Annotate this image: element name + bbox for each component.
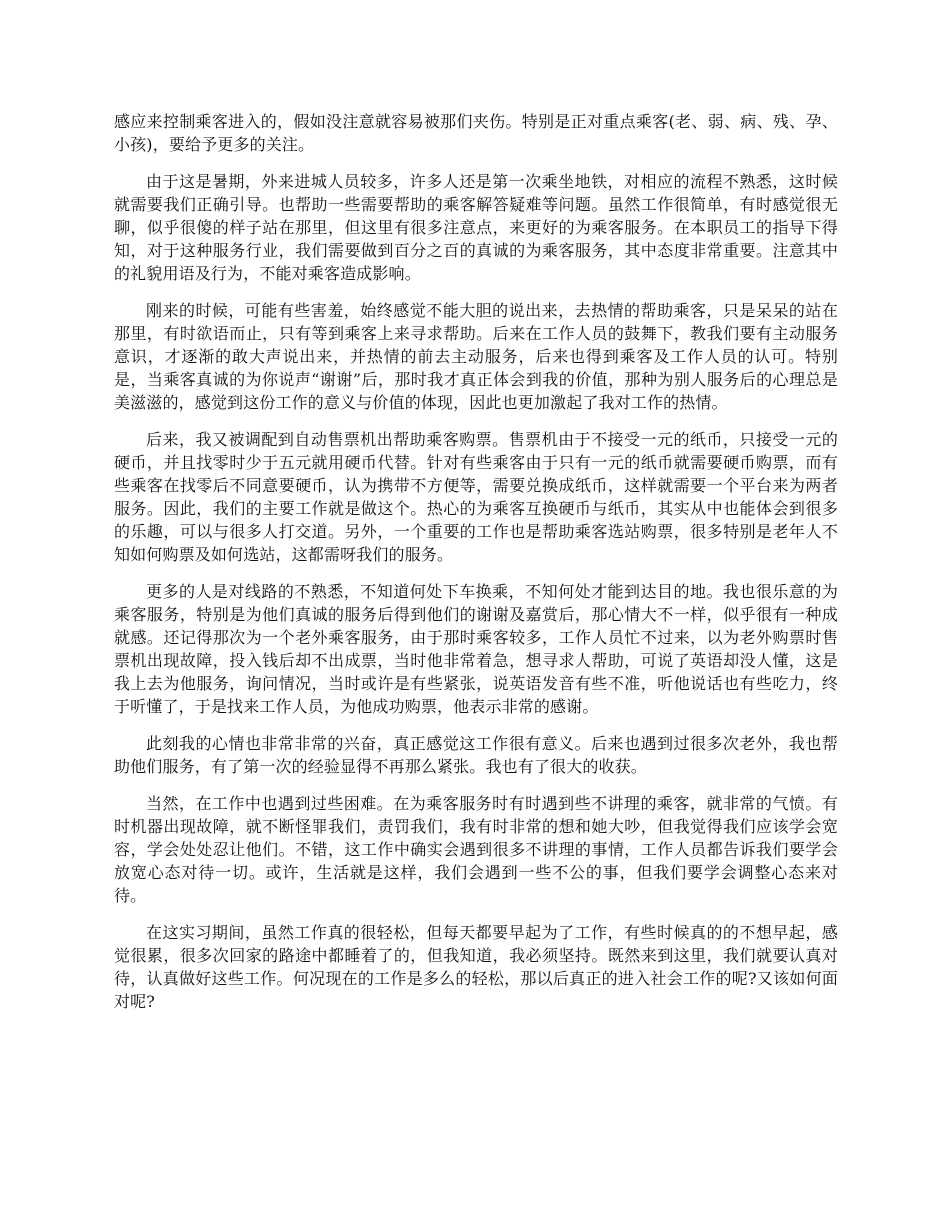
document-body (114, 110, 838, 1027)
paragraph-5: 更多的人是对线路的不熟悉，不知道何处下车换乘，不知何处才能到达目的地。我也很乐意的为乘客服务，特别是为他们真诚的服务后得到他们的谢谢及嘉赏后，那心情大不一样，似乎很有一种成就感。还记得那次为一个老外乘客服务，由于那时乘客较多，工作人员忙不过来，以为老外购票时售票机出现故障，投入钱后却不出成票，当时他非常着急，想寻求人帮助，可说了英语却没人懂，这是我上去为他服务，询问情况，当时或许是有些紧张，说英语发音有些不准，听他说话也有些吃力，终于听懂了，于是找来工作人员，为他成功购票，他表示非常的感谢。 (114, 582, 838, 716)
paragraph-7: 当然，在工作中也遇到过些困难。在为乘客服务时有时遇到些不讲理的乘客，就非常的气愤。有时机器出现故障，就不断怪罪我们，责罚我们，我有时非常的想和她大吵，但我觉得我们应该学会宽容，学会处处忍让他们。不错，这工作中确实会遇到很多不讲理的事情，工作人员都告诉我们要学会放宽心态对待一切。或许，生活就是这样，我们会遇到一些不公的事，但我们要学会调整心态来对待。 (114, 794, 838, 905)
paragraph-2: 由于这是暑期，外来进城人员较多，许多人还是第一次乘坐地铁，对相应的流程不熟悉，这时候就需要我们正确引导。也帮助一些需要帮助的乘客解答疑难等问题。虽然工作很简单，有时感觉很无聊，似乎很傻的样子站在那里，但这里有很多注意点，来更好的为乘客服务。在本职员工的指导下得知，对于这种服务行业，我们需要做到百分之百的真诚的为乘客服务，其中态度非常重要。注意其中的礼貌用语及行为，不能对乘客造成影响。 (114, 172, 838, 283)
paragraph-8: 在这实习期间，虽然工作真的很轻松，但每天都要早起为了工作，有些时候真的的不想早起，感觉很累，很多次回家的路途中都睡着了的，但我知道，我必须坚持。既然来到这里，我们就要认真对待，认真做好这些工作。何况现在的工作是多么的轻松，那以后真正的进入社会工作的呢?又该如何面对呢? (114, 923, 838, 1011)
paragraph-6: 此刻我的心情也非常非常的兴奋，真正感觉这工作很有意义。后来也遇到过很多次老外，我也帮助他们服务，有了第一次的经验显得不再那么紧张。我也有了很大的收获。 (114, 734, 838, 776)
paragraph-3: 刚来的时候，可能有些害羞，始终感觉不能大胆的说出来，去热情的帮助乘客，只是呆呆的站在那里，有时欲语而止，只有等到乘客上来寻求帮助。后来在工作人员的鼓舞下，教我们要有主动服务意识，才逐渐的敢大声说出来，并热情的前去主动服务，后来也得到乘客及工作人员的认可。特别是，当乘客真诚的为你说声“谢谢”后，那时我才真正体会到我的价值，那种为别人服务后的心理总是美滋滋的，感觉到这份工作的意义与价值的体现，因此也更加激起了我对工作的热情。 (114, 301, 838, 412)
paragraph-1: 感应来控制乘客进入的，假如没注意就容易被那们夹伤。特别是正对重点乘客(老、弱、病、残、孕、小孩)，要给予更多的关注。 (114, 112, 838, 154)
paragraph-4: 后来，我又被调配到自动售票机出帮助乘客购票。售票机由于不接受一元的纸币，只接受一元的硬币，并且找零时少于五元就用硬币代替。针对有些乘客由于只有一元的纸币就需要硬币购票，而有些乘客在找零后不同意要硬币，认为携带不方便等，需要兑换成纸币，这样就需要一个平台来为两者服务。因此，我们的主要工作就是做这个。热心的为乘客互换硬币与纸币，其实从中也能体会到很多的乐趣，可以与很多人打交道。另外，一个重要的工作也是帮助乘客选站购票，很多特别是老年人不知如何购票及如何选站，这都需呀我们的服务。 (114, 430, 838, 564)
